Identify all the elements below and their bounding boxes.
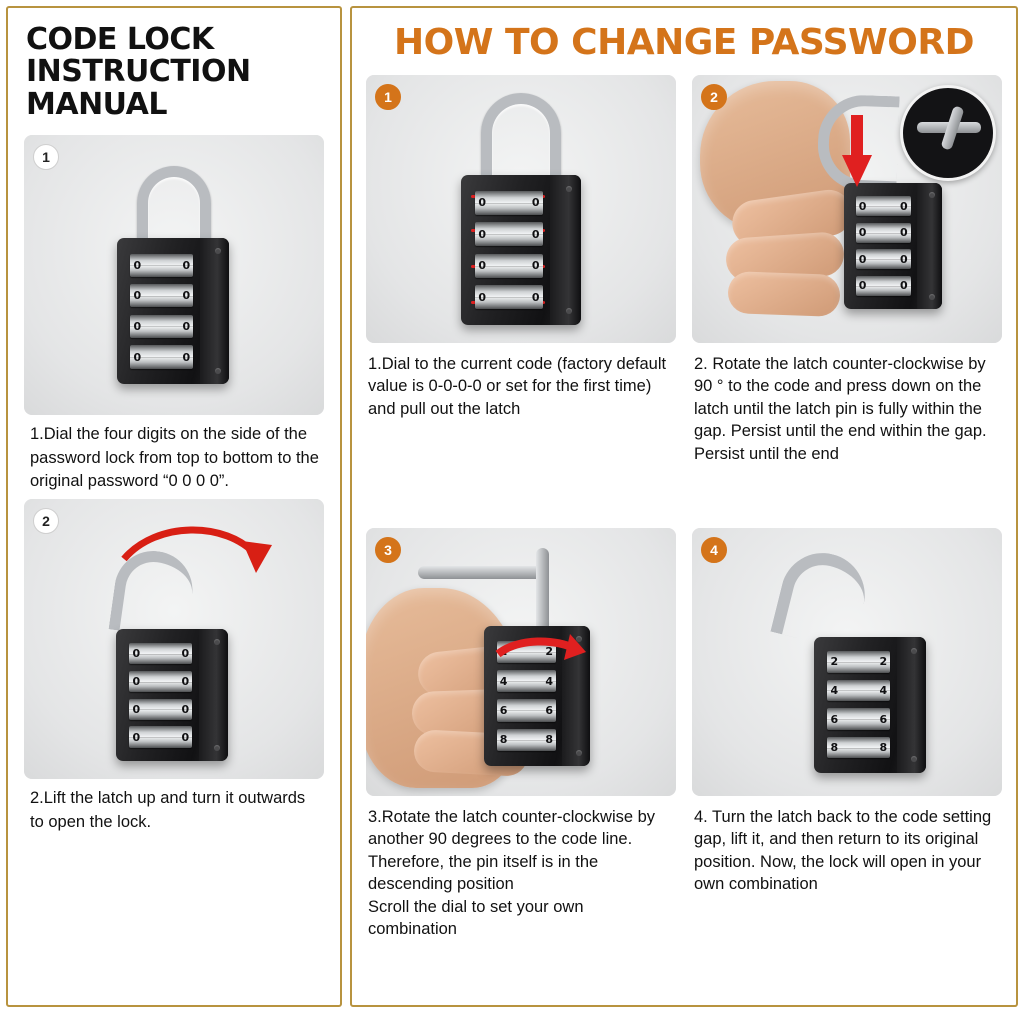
step-badge: 4 bbox=[701, 537, 727, 563]
dial-digit: 0 bbox=[133, 289, 142, 303]
photo-right-step-2 bbox=[692, 75, 1002, 343]
lock-body bbox=[117, 238, 229, 384]
dial-digit: 0 bbox=[899, 226, 908, 240]
dial-digit: 8 bbox=[499, 733, 508, 747]
step-badge: 1 bbox=[375, 84, 401, 110]
photo-left-step-1 bbox=[24, 135, 324, 415]
lock-body bbox=[844, 183, 942, 309]
dial-digit: 6 bbox=[499, 703, 508, 717]
caption-left-step-1: 1.Dial the four digits on the side of the password lock from top to bottom to the original password “0 0 0 0”. bbox=[30, 425, 319, 491]
photo-right-step-4 bbox=[692, 528, 1002, 796]
dial-digit: 0 bbox=[531, 227, 540, 241]
dial-row[interactable] bbox=[856, 249, 911, 269]
dial-digit: 6 bbox=[545, 703, 554, 717]
dial-row[interactable] bbox=[475, 285, 542, 309]
dial-digit: 4 bbox=[545, 674, 554, 688]
dial-row[interactable] bbox=[475, 222, 542, 246]
screw-icon bbox=[566, 308, 572, 314]
dial-digit: 0 bbox=[181, 702, 190, 716]
dial-row[interactable] bbox=[856, 276, 911, 296]
lock-side-plate bbox=[897, 637, 926, 773]
screw-icon bbox=[911, 648, 917, 654]
dial-row[interactable] bbox=[856, 223, 911, 243]
right-panel bbox=[350, 6, 1018, 1007]
dial-digit: 2 bbox=[830, 655, 839, 669]
dial-row[interactable] bbox=[497, 699, 556, 721]
rotate-arrow-icon bbox=[492, 632, 588, 666]
dial-digit: 6 bbox=[830, 712, 839, 726]
dial-digit: 0 bbox=[899, 252, 908, 266]
dial-row[interactable] bbox=[827, 680, 890, 702]
dial-digit: 0 bbox=[132, 730, 141, 744]
step-badge: 2 bbox=[33, 508, 59, 534]
screw-icon bbox=[576, 750, 582, 756]
detail-inset bbox=[900, 85, 996, 181]
photo-left-step-2 bbox=[24, 499, 324, 779]
dial-digit: 0 bbox=[478, 196, 487, 210]
dial-digit: 2 bbox=[499, 645, 508, 659]
dial-digit: 0 bbox=[478, 290, 487, 304]
rotate-arrow-icon bbox=[116, 515, 276, 595]
step-badge: 2 bbox=[701, 84, 727, 110]
caption-right-step-1: 1.Dial to the current code (factory default value is 0-0-0-0 or set for the first time) and pull out the latch bbox=[368, 355, 667, 418]
step-badge: 1 bbox=[33, 144, 59, 170]
step-badge: 3 bbox=[375, 537, 401, 563]
photo-right-step-3 bbox=[366, 528, 676, 796]
dial-digit: 6 bbox=[879, 712, 888, 726]
dial-stack[interactable] bbox=[475, 187, 542, 313]
caption-right-step-3: 3.Rotate the latch counter-clockwise by another 90 degrees to the code line. Therefore, the pin itself is in the descending position Scroll the dial to set your own combination bbox=[368, 807, 656, 938]
shackle-open-icon bbox=[770, 544, 873, 652]
dial-stack[interactable] bbox=[827, 648, 890, 762]
lock-side-plate bbox=[199, 629, 228, 761]
dial-digit: 0 bbox=[182, 319, 191, 333]
dial-digit: 0 bbox=[182, 350, 191, 364]
dial-row[interactable] bbox=[827, 708, 890, 730]
dial-row[interactable] bbox=[129, 671, 192, 692]
dial-digit: 0 bbox=[531, 290, 540, 304]
dial-digit: 8 bbox=[879, 741, 888, 755]
screw-icon bbox=[929, 192, 935, 198]
shackle-icon bbox=[481, 93, 561, 179]
right-step-4 bbox=[692, 528, 1002, 997]
dial-digit: 0 bbox=[133, 319, 142, 333]
padlock-illustration bbox=[692, 528, 1002, 796]
left-panel bbox=[6, 6, 342, 1007]
caption-right-step-2: 2. Rotate the latch counter-clockwise by 90 ° to the code and press down on the latch until the latch pin is fully within the gap. Persist until the end within the gap. Persist until the end bbox=[694, 355, 987, 463]
dial-digit: 0 bbox=[478, 259, 487, 273]
dial-row[interactable] bbox=[856, 196, 911, 216]
dial-digit: 0 bbox=[858, 279, 867, 293]
padlock-illustration bbox=[366, 75, 676, 343]
dial-digit: 0 bbox=[182, 258, 191, 272]
dial-digit: 0 bbox=[858, 199, 867, 213]
dial-digit: 0 bbox=[132, 675, 141, 689]
dial-row[interactable] bbox=[130, 284, 193, 307]
dial-row[interactable] bbox=[129, 699, 192, 720]
lock-body bbox=[461, 175, 581, 325]
lock-side-plate bbox=[550, 175, 581, 325]
dial-digit: 0 bbox=[858, 226, 867, 240]
dial-digit: 4 bbox=[879, 683, 888, 697]
dial-row[interactable] bbox=[129, 726, 192, 747]
lock-side-plate bbox=[917, 183, 942, 309]
dial-digit: 0 bbox=[133, 350, 142, 364]
dial-row[interactable] bbox=[497, 729, 556, 751]
dial-digit: 0 bbox=[899, 279, 908, 293]
right-step-2 bbox=[692, 75, 1002, 522]
dial-row[interactable] bbox=[130, 254, 193, 277]
dial-digit: 0 bbox=[478, 227, 487, 241]
caption-left-step-2: 2.Lift the latch up and turn it outwards to open the lock. bbox=[30, 789, 306, 831]
left-step-2 bbox=[24, 499, 324, 834]
right-step-3 bbox=[366, 528, 676, 997]
dial-digit: 0 bbox=[181, 675, 190, 689]
dial-row[interactable] bbox=[475, 254, 542, 278]
lock-body bbox=[116, 629, 228, 761]
screw-icon bbox=[566, 186, 572, 192]
dial-stack[interactable] bbox=[130, 250, 193, 373]
screw-icon bbox=[911, 756, 917, 762]
dial-row[interactable] bbox=[827, 651, 890, 673]
dial-digit: 4 bbox=[830, 683, 839, 697]
dial-digit: 0 bbox=[899, 199, 908, 213]
dial-row[interactable] bbox=[497, 670, 556, 692]
dial-digit: 0 bbox=[531, 259, 540, 273]
page-title: CODE LOCK INSTRUCTION MANUAL bbox=[26, 22, 251, 122]
dial-digit: 0 bbox=[181, 730, 190, 744]
shackle-icon bbox=[137, 166, 211, 244]
lock-body bbox=[814, 637, 926, 773]
dial-row[interactable] bbox=[475, 191, 542, 215]
dial-row[interactable] bbox=[130, 315, 193, 338]
screw-icon bbox=[929, 294, 935, 300]
dial-digit: 2 bbox=[879, 655, 888, 669]
dial-digit: 0 bbox=[133, 258, 142, 272]
dial-digit: 0 bbox=[132, 702, 141, 716]
dial-digit: 0 bbox=[132, 647, 141, 661]
right-step-1 bbox=[366, 75, 676, 522]
section-title: HOW TO CHANGE PASSWORD bbox=[394, 22, 974, 63]
dial-digit: 8 bbox=[830, 741, 839, 755]
lock-side-plate bbox=[200, 238, 229, 384]
dial-row[interactable] bbox=[827, 737, 890, 759]
photo-right-step-1 bbox=[366, 75, 676, 343]
dial-digit: 0 bbox=[531, 196, 540, 210]
dial-digit: 4 bbox=[499, 674, 508, 688]
dial-row[interactable] bbox=[129, 643, 192, 664]
down-arrow-icon bbox=[840, 115, 874, 189]
dial-digit: 0 bbox=[181, 647, 190, 661]
dial-digit: 8 bbox=[545, 733, 554, 747]
dial-digit: 0 bbox=[182, 289, 191, 303]
dial-digit: 0 bbox=[858, 252, 867, 266]
dial-stack[interactable] bbox=[129, 640, 192, 751]
dial-digit: 2 bbox=[545, 645, 554, 659]
step-grid bbox=[366, 75, 1002, 997]
dial-stack[interactable] bbox=[856, 193, 911, 299]
padlock-illustration bbox=[24, 135, 324, 415]
dial-row[interactable] bbox=[130, 345, 193, 368]
caption-right-step-4: 4. Turn the latch back to the code setting gap, lift it, and then return to its original position. Now, the lock will open in your own combination bbox=[694, 807, 992, 894]
left-step-1 bbox=[24, 135, 324, 493]
